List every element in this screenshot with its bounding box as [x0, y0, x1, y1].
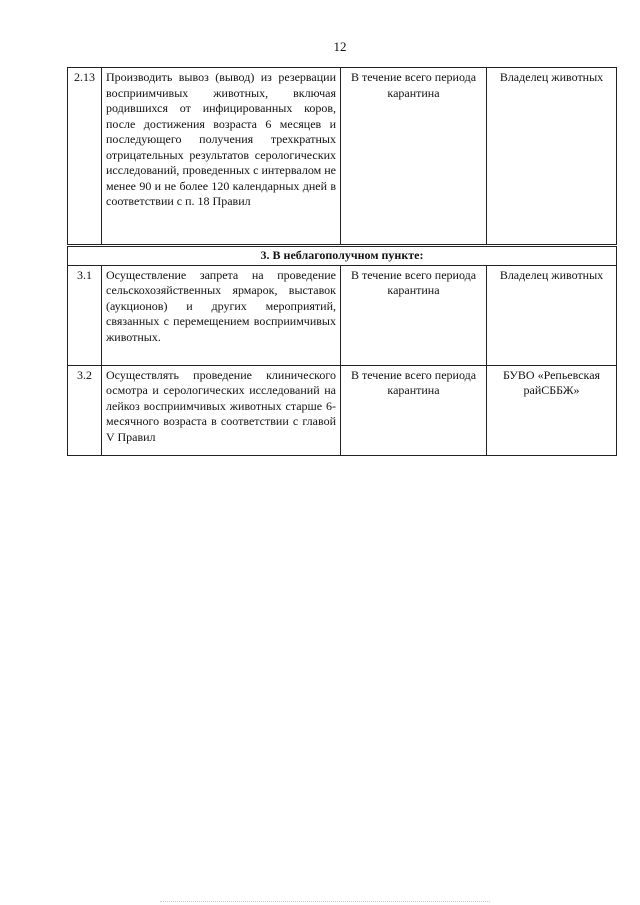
table-row [68, 365, 617, 455]
table-row [68, 68, 617, 246]
row-action: Производить вывоз (вывод) из резервации восприимчивых животных, включая родившихся от инфицированных коров, после достижения возраста 6 месяцев и последующего получения трехкратных отрицательных результатов серологических исследований, проведенных с интервалом не менее 90 и не более 120 календарных дней в соответствии с п. 18 Правил [102, 68, 341, 246]
row-number: 3.2 [68, 365, 102, 455]
row-term: В течение всего периода карантина [341, 265, 487, 365]
row-responsible: БУВО «Репьевская райСББЖ» [487, 365, 617, 455]
section-title: 3. В неблагополучном пункте: [68, 246, 617, 266]
section-header-row [68, 246, 617, 266]
row-action: Осуществление запрета на проведение сельскохозяйственных ярмарок, выставок (аукционов) и других мероприятий, связанных с перемещением восприимчивых животных. [102, 265, 341, 365]
row-term: В течение всего периода карантина [341, 68, 487, 246]
table-row [68, 265, 617, 365]
scan-edge-artifact [160, 901, 490, 905]
row-action: Осуществлять проведение клинического осмотра и серологических исследований на лейкоз восприимчивых животных старше 6-месячного возраста в соответствии с главой V Правил [102, 365, 341, 455]
row-responsible: Владелец животных [487, 68, 617, 246]
measures-table [67, 67, 617, 456]
row-term: В течение всего периода карантина [341, 365, 487, 455]
page-number: 12 [333, 39, 347, 54]
row-responsible: Владелец животных [487, 265, 617, 365]
row-number: 3.1 [68, 265, 102, 365]
row-number: 2.13 [68, 68, 102, 246]
